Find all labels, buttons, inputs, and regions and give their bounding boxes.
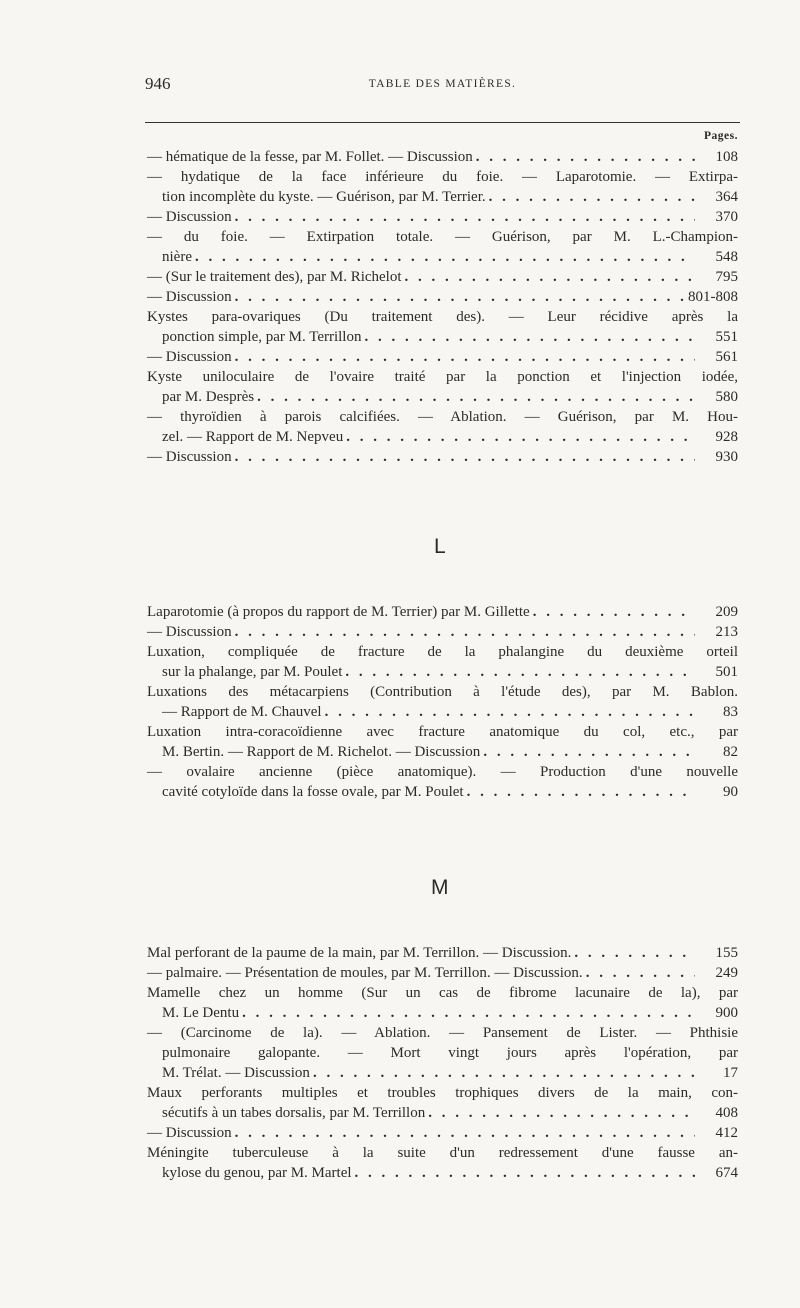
index-entry: [147, 287, 738, 307]
entry-text-line: nière: [162, 249, 192, 265]
page-reference: 408: [715, 1105, 738, 1121]
page-reference: 930: [715, 449, 738, 465]
page-reference: 551: [715, 329, 738, 345]
entry-text-line: — ovalaire ancienne (pièce anatomique). — Production d'une nouvelle: [147, 764, 738, 780]
index-entry: [147, 1143, 738, 1183]
index-entry: [147, 1023, 738, 1083]
dot-leader: [483, 742, 695, 762]
page-reference: 801-808: [688, 289, 738, 305]
dot-leader: [235, 347, 695, 367]
entry-text-line: M. Le Dentu: [162, 1005, 240, 1021]
entry-text-line: — palmaire. — Présentation de moules, par M. Terrillon. — Discussion.: [147, 965, 583, 981]
entry-text-line: — Discussion: [147, 449, 232, 465]
page-reference: 83: [723, 704, 738, 720]
entry-text-line: Luxations des métacarpiens (Contribution à l'étude des), par M. Bablon.: [147, 684, 738, 700]
page-reference: 561: [715, 349, 738, 365]
index-entry: [147, 1123, 738, 1143]
entry-text-line: Mamelle chez un homme (Sur un cas de fibrome lacunaire de la), par: [147, 985, 738, 1001]
entry-text-line: kylose du genou, par M. Martel: [162, 1165, 352, 1181]
section-m: [147, 943, 738, 1183]
entry-text-line: — hématique de la fesse, par M. Follet. — Discussion: [147, 149, 473, 165]
page-reference: 82: [723, 744, 738, 760]
entry-text-line: par M. Desprès: [162, 389, 255, 405]
index-entry: [147, 367, 738, 407]
page-header: [145, 74, 740, 96]
page-reference: 249: [715, 965, 738, 981]
page-reference: 795: [715, 269, 738, 285]
entry-text-line: — du foie. — Extirpation totale. — Guérison, par M. L.-Champion-: [147, 229, 738, 245]
dot-leader: [235, 207, 695, 227]
entry-text-line: M. Trélat. — Discussion: [162, 1065, 310, 1081]
page-reference: 370: [715, 209, 738, 225]
entry-text-line: Luxation intra-coracoïdienne avec fracture anatomique du col, etc., par: [147, 724, 738, 740]
entry-text-line: zel. — Rapport de M. Nepveu: [162, 429, 344, 445]
dot-leader: [257, 387, 695, 407]
entry-text-line: sécutifs à un tabes dorsalis, par M. Terrillon: [162, 1105, 426, 1121]
entry-text-line: — thyroïdien à parois calcifiées. — Ablation. — Guérison, par M. Hou-: [147, 409, 738, 425]
index-entry: [147, 407, 738, 447]
section-letter-m: M: [431, 876, 449, 899]
dot-leader: [574, 943, 695, 963]
entry-text-line: Kyste uniloculaire de l'ovaire traité par la ponction et l'injection iodée,: [147, 369, 738, 385]
dot-leader: [355, 1163, 695, 1183]
index-entry: [147, 447, 738, 467]
entry-text-line: Laparotomie (à propos du rapport de M. Terrier) par M. Gillette: [147, 604, 530, 620]
entry-text-line: Luxation, compliquée de fracture de la phalangine du deuxième orteil: [147, 644, 738, 660]
entry-text-line: — (Sur le traitement des), par M. Richelot: [147, 269, 402, 285]
index-entry: [147, 267, 738, 287]
page-reference: 900: [715, 1005, 738, 1021]
entry-text-line: pulmonaire galopante. — Mort vingt jours après l'opération, par: [162, 1045, 738, 1061]
page-reference: 928: [715, 429, 738, 445]
dot-leader: [235, 287, 685, 307]
page-reference: 580: [715, 389, 738, 405]
entry-text-line: — hydatique de la face inférieure du foie. — Laparotomie. — Extirpa-: [147, 169, 738, 185]
dot-leader: [235, 1123, 695, 1143]
entry-text-line: cavité cotyloïde dans la fosse ovale, par M. Poulet: [162, 784, 464, 800]
page-reference: 108: [715, 149, 738, 165]
index-entry: [147, 642, 738, 682]
index-entry: [147, 983, 738, 1023]
running-title: TABLE DES MATIÈRES.: [368, 78, 517, 90]
index-entry: [147, 307, 738, 347]
section-k-continued: [147, 147, 738, 467]
index-entry: [147, 682, 738, 722]
pages-column-label: Pages.: [704, 130, 738, 142]
entry-text-line: Méningite tuberculeuse à la suite d'un redressement d'une fausse an-: [147, 1145, 738, 1161]
page-reference: 213: [715, 624, 738, 640]
dot-leader: [364, 327, 695, 347]
dot-leader: [325, 702, 695, 722]
index-entry: [147, 943, 738, 963]
entry-text-line: Kystes para-ovariques (Du traitement des). — Leur récidive après la: [147, 309, 738, 325]
index-entry: [147, 622, 738, 642]
dot-leader: [405, 267, 695, 287]
entry-text-line: Mal perforant de la paume de la main, par M. Terrillon. — Discussion.: [147, 945, 572, 961]
entry-text-line: — Rapport de M. Chauvel: [162, 704, 322, 720]
dot-leader: [242, 1003, 695, 1023]
index-entry: [147, 167, 738, 207]
page-reference: 548: [715, 249, 738, 265]
header-rule: [145, 122, 740, 123]
index-entry: [147, 602, 738, 622]
entry-text-line: ponction simple, par M. Terrillon: [162, 329, 362, 345]
dot-leader: [489, 187, 695, 207]
entry-text-line: — Discussion: [147, 349, 232, 365]
page-reference: 364: [715, 189, 738, 205]
entry-text-line: — Discussion: [147, 209, 232, 225]
index-entry: [147, 762, 738, 802]
dot-leader: [345, 662, 695, 682]
entry-text-line: — Discussion: [147, 289, 232, 305]
dot-leader: [346, 427, 695, 447]
dot-leader: [313, 1063, 695, 1083]
dot-leader: [586, 963, 695, 983]
page-reference: 674: [715, 1165, 738, 1181]
section-l: [147, 602, 738, 802]
dot-leader: [235, 447, 695, 467]
page-reference: 412: [715, 1125, 738, 1141]
index-entry: [147, 963, 738, 983]
index-entry: [147, 722, 738, 762]
dot-leader: [476, 147, 695, 167]
entry-text-line: tion incomplète du kyste. — Guérison, par M. Terrier.: [162, 189, 486, 205]
page-reference: 155: [715, 945, 738, 961]
index-entry: [147, 227, 738, 267]
entry-text-line: — Discussion: [147, 1125, 232, 1141]
page-reference: 90: [723, 784, 738, 800]
dot-leader: [235, 622, 695, 642]
page-number: 946: [145, 74, 171, 93]
entry-text-line: — Discussion: [147, 624, 232, 640]
entry-text-line: Maux perforants multiples et troubles trophiques divers de la main, con-: [147, 1085, 738, 1101]
dot-leader: [533, 602, 695, 622]
entry-text-line: sur la phalange, par M. Poulet: [162, 664, 343, 680]
index-entry: [147, 147, 738, 167]
index-entry: [147, 347, 738, 367]
dot-leader: [467, 782, 695, 802]
page-reference: 209: [715, 604, 738, 620]
dot-leader: [195, 247, 695, 267]
entry-text-line: — (Carcinome de la). — Ablation. — Pansement de Lister. — Phthisie: [147, 1025, 738, 1041]
index-entry: [147, 207, 738, 227]
dot-leader: [428, 1103, 695, 1123]
index-entry: [147, 1083, 738, 1123]
entry-text-line: M. Bertin. — Rapport de M. Richelot. — Discussion: [162, 744, 481, 760]
section-letter-l: L: [434, 535, 446, 558]
page-reference: 501: [715, 664, 738, 680]
page-reference: 17: [723, 1065, 738, 1081]
